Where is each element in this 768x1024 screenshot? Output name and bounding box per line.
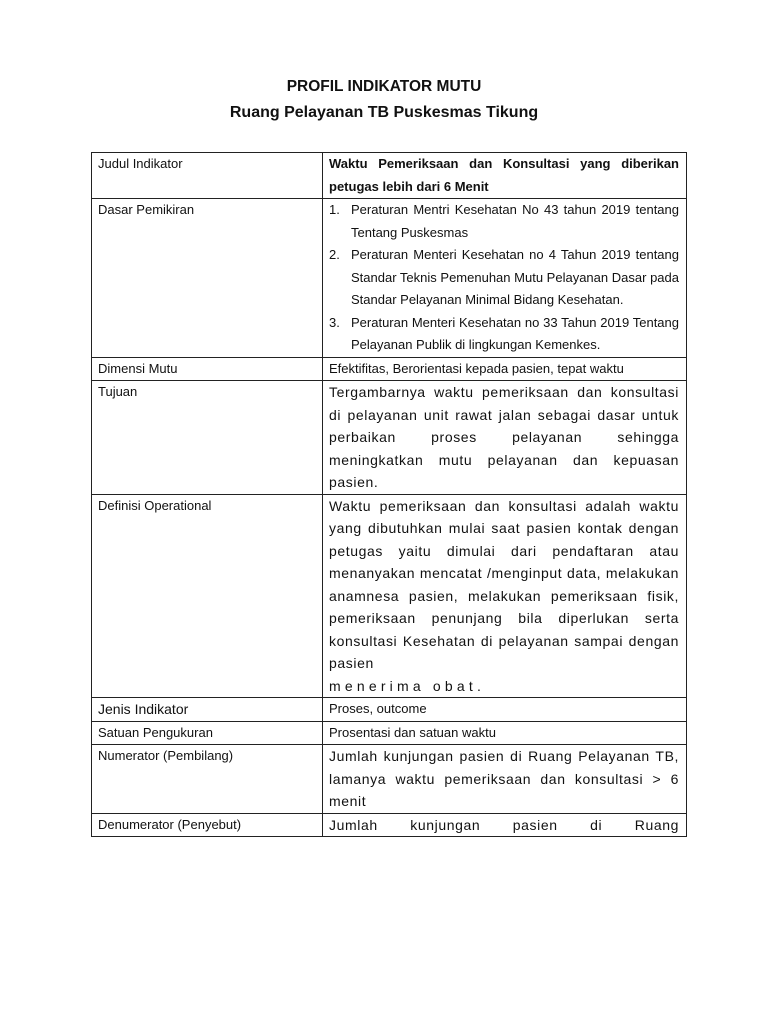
row-value bbox=[323, 199, 687, 358]
row-label: Jenis Indikator bbox=[92, 698, 323, 722]
row-value: Waktu Pemeriksaan dan Konsultasi yang diberikan petugas lebih dari 6 Menit bbox=[323, 153, 687, 199]
row-label: Numerator (Pembilang) bbox=[92, 745, 323, 814]
row-label: Definisi Operational bbox=[92, 494, 323, 698]
table-row-jenis bbox=[92, 698, 687, 722]
reference-list bbox=[329, 199, 679, 357]
row-label: Tujuan bbox=[92, 381, 323, 495]
row-label: Satuan Pengukuran bbox=[92, 721, 323, 745]
indicator-profile-table bbox=[91, 152, 687, 837]
list-item: 1. Peraturan Mentri Kesehatan No 43 tahun 2019 tentang Tentang Puskesmas bbox=[329, 202, 679, 240]
list-item: 2. Peraturan Menteri Kesehatan no 4 Tahun 2019 tentang Standar Teknis Pemenuhan Mutu Pelayanan Dasar pada Standar Pelayanan Minimal Bidang Kesehatan. bbox=[329, 247, 679, 307]
row-value: Jumlah kunjungan pasien di Ruang bbox=[323, 813, 687, 837]
row-label: Dasar Pemikiran bbox=[92, 199, 323, 358]
table-row-definisi bbox=[92, 494, 687, 698]
row-label: Dimensi Mutu bbox=[92, 357, 323, 381]
row-label: Judul Indikator bbox=[92, 153, 323, 199]
page-subtitle: Ruang Pelayanan TB Puskesmas Tikung bbox=[229, 104, 539, 121]
definition-text-end: menerima obat. bbox=[329, 677, 486, 694]
row-value: Prosentasi dan satuan waktu bbox=[323, 721, 687, 745]
table-row-judul bbox=[92, 153, 687, 199]
table-row-dasar bbox=[92, 199, 687, 358]
table-row-denumerator bbox=[92, 813, 687, 837]
row-value: Efektifitas, Berorientasi kepada pasien, tepat waktu bbox=[323, 357, 687, 381]
definition-text: Waktu pemeriksaan dan konsultasi adalah waktu yang dibutuhkan mulai saat pasien kontak dengan petugas yaitu dimulai dari pendaftaran atau menanyakan mencatat /menginput data, melakukan anamnesa pasien, melakukan pemeriksaan fisik, pemeriksaan penunjang bila diperlukan serta konsultasi Kesehatan di pelayanan sampai dengan pasien bbox=[329, 497, 679, 671]
table-row-satuan bbox=[92, 721, 687, 745]
table-row-dimensi bbox=[92, 357, 687, 381]
row-label: Denumerator (Penyebut) bbox=[92, 813, 323, 837]
row-value bbox=[323, 494, 687, 698]
row-value: Tergambarnya waktu pemeriksaan dan konsultasi di pelayanan unit rawat jalan sebagai dasar untuk perbaikan proses pelayanan sehingga meningkatkan mutu pelayanan dan kepuasan pasien. bbox=[323, 381, 687, 495]
list-item: 3. Peraturan Menteri Kesehatan no 33 Tahun 2019 Tentang Pelayanan Publik di lingkungan Kemenkes. bbox=[329, 314, 679, 352]
table-row-numerator bbox=[92, 745, 687, 814]
row-value: Jumlah kunjungan pasien di Ruang Pelayanan TB, lamanya waktu pemeriksaan dan konsultasi > 6 menit bbox=[323, 745, 687, 814]
table-row-tujuan bbox=[92, 381, 687, 495]
row-value: Proses, outcome bbox=[323, 698, 687, 722]
page-title: PROFIL INDIKATOR MUTU bbox=[286, 78, 482, 95]
